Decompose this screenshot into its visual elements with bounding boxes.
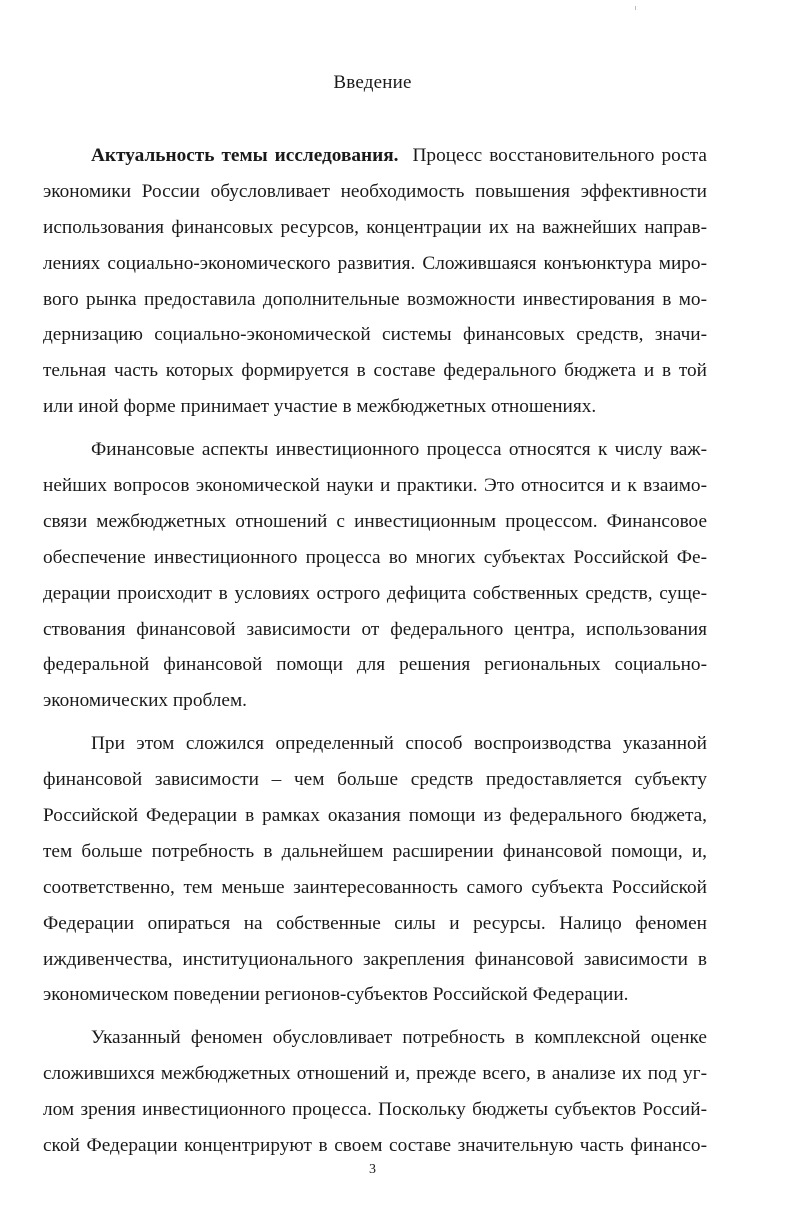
- paragraph-1-line-1-text: Процесс восстановительного роста: [412, 145, 707, 166]
- paragraph-gap: [43, 719, 707, 726]
- paragraph-3-line: соответственно, тем меньше заинтересованность самого субъекта Российской: [43, 876, 707, 898]
- page-number: 3: [369, 1162, 376, 1177]
- paragraph-2-line: федеральной финансовой помощи для решения региональных социально-: [43, 654, 707, 676]
- paragraph-3-line: При этом сложился определенный способ воспроизводства указанной: [91, 733, 707, 755]
- paragraph-2-line: Финансовые аспекты инвестиционного процесса относятся к числу важ-: [91, 439, 707, 461]
- scan-speck: [635, 6, 636, 10]
- paragraph-1-line: или иной форме принимает участие в межбюджетных отношениях.: [43, 396, 597, 418]
- paragraph-3-line: финансовой зависимости – чем больше средств предоставляется субъекту: [43, 769, 707, 791]
- paragraph-4-line: ской Федерации концентрируют в своем составе значительную часть финансо-: [43, 1135, 707, 1157]
- paragraph-2-line: экономических проблем.: [43, 690, 247, 712]
- paragraph-1-line: использования финансовых ресурсов, концентрации их на важнейших направ-: [43, 216, 707, 238]
- paragraph-3-line: иждивенчества, институционального закрепления финансовой зависимости в: [43, 948, 707, 970]
- paragraph-gap: [43, 1013, 707, 1020]
- paragraph-1-lead: Актуальность темы исследования.: [91, 145, 399, 166]
- paragraph-3-line: тем больше потребность в дальнейшем расширении финансовой помощи, и,: [43, 840, 707, 862]
- paragraph-2-line: связи межбюджетных отношений с инвестиционным процессом. Финансовое: [43, 510, 707, 532]
- paragraph-3-line: экономическом поведении регионов-субъектов Российской Федерации.: [43, 984, 629, 1006]
- page-title: Введение: [333, 72, 412, 93]
- paragraph-1-line-1: [43, 138, 707, 174]
- body-text: [43, 138, 707, 1164]
- paragraph-3-line: Российской Федерации в рамках оказания помощи из федерального бюджета,: [43, 805, 707, 827]
- paragraph-4-line: лом зрения инвестиционного процесса. Поскольку бюджеты субъектов Россий-: [43, 1099, 707, 1121]
- paragraph-1-line: лениях социально-экономического развития. Сложившаяся конъюнктура миро-: [43, 252, 707, 274]
- paragraph-gap: [43, 425, 707, 432]
- paragraph-2-line: нейших вопросов экономической науки и практики. Это относится и к взаимо-: [43, 475, 707, 497]
- paragraph-1-line: вого рынка предоставила дополнительные возможности инвестирования в мо-: [43, 288, 707, 310]
- paragraph-4-line: Указанный феномен обусловливает потребность в комплексной оценке: [91, 1027, 707, 1049]
- paragraph-1-line: дернизацию социально-экономической системы финансовых средств, значи-: [43, 324, 707, 346]
- paragraph-1-line: тельная часть которых формируется в составе федерального бюджета и в той: [43, 360, 707, 382]
- paragraph-4-line: сложившихся межбюджетных отношений и, прежде всего, в анализе их под уг-: [43, 1063, 707, 1085]
- paragraph-3-line: Федерации опираться на собственные силы и ресурсы. Налицо феномен: [43, 912, 707, 934]
- paragraph-2-line: дерации происходит в условиях острого дефицита собственных средств, суще-: [43, 582, 707, 604]
- paragraph-2-line: ствования финансовой зависимости от федерального центра, использования: [43, 618, 707, 640]
- paragraph-2-line: обеспечение инвестиционного процесса во многих субъектах Российской Фе-: [43, 546, 707, 568]
- paragraph-1-line: экономики России обусловливает необходимость повышения эффективности: [43, 180, 707, 202]
